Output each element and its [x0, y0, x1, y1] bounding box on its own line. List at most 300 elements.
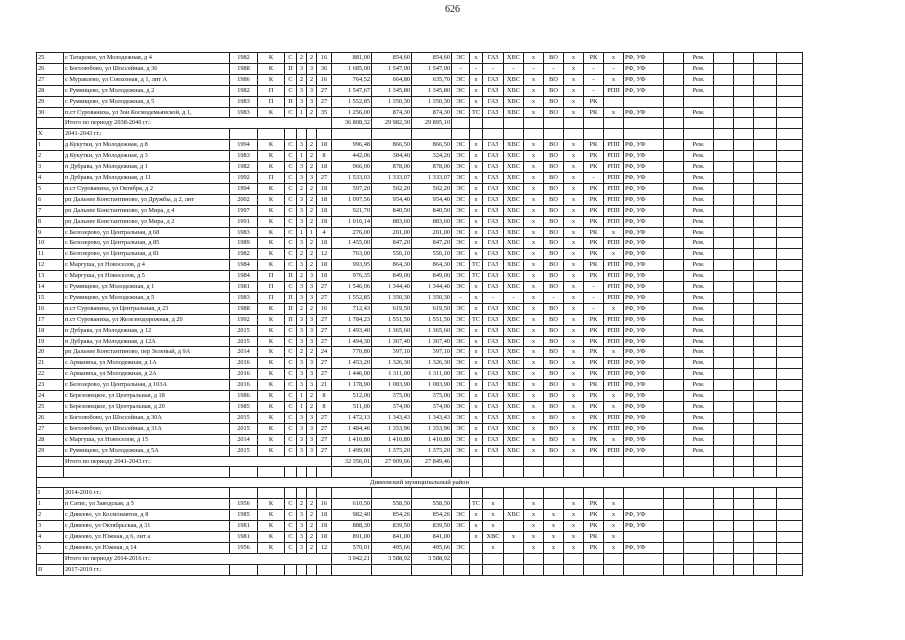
- table-cell: 854,60: [372, 53, 412, 64]
- table-cell: х: [470, 521, 483, 532]
- table-cell: 3: [307, 282, 317, 293]
- row-number-cell: 18: [37, 325, 64, 336]
- table-cell: 2: [307, 510, 317, 521]
- table-cell: 1 016,14: [332, 216, 372, 227]
- table-cell: х: [470, 216, 483, 227]
- table-cell: [734, 282, 754, 293]
- table-cell: Рем.: [684, 271, 714, 282]
- table-cell: [504, 564, 524, 575]
- table-row: [37, 260, 803, 271]
- table-cell: ВО: [544, 402, 564, 413]
- table-cell: [504, 467, 524, 477]
- table-cell: РФ, УФ: [624, 183, 664, 194]
- table-cell: ХВС: [504, 412, 524, 423]
- table-cell: [470, 488, 483, 499]
- table-cell: С: [285, 532, 297, 543]
- table-cell: ВО: [544, 325, 564, 336]
- table-cell: ВО: [544, 249, 564, 260]
- table-cell: -: [470, 63, 483, 74]
- table-cell: Рем.: [684, 238, 714, 249]
- table-cell: 1 494,30: [332, 336, 372, 347]
- table-cell: х: [470, 380, 483, 391]
- table-cell: [664, 369, 684, 380]
- table-cell: С: [285, 402, 297, 413]
- table-cell: 558,50: [412, 499, 452, 510]
- table-cell: х: [524, 227, 544, 238]
- table-cell: РПП: [604, 292, 624, 303]
- table-cell: [584, 553, 604, 564]
- table-cell: 3: [297, 292, 307, 303]
- table-cell: 1982: [230, 162, 258, 173]
- table-cell: [777, 336, 803, 347]
- address-cell: с Румянцево, ул Молодежная, д 5: [64, 96, 230, 107]
- table-cell: 374,00: [412, 402, 452, 413]
- table-cell: РПП: [604, 183, 624, 194]
- table-cell: [754, 445, 777, 456]
- table-cell: [684, 499, 714, 510]
- address-cell: п Дубрава, ул Молодежная, д 12А: [64, 336, 230, 347]
- blank-row: [37, 467, 803, 477]
- table-cell: [754, 412, 777, 423]
- table-cell: 1 343,43: [372, 412, 412, 423]
- table-cell: 495,66: [372, 542, 412, 553]
- table-cell: ВО: [544, 271, 564, 282]
- table-cell: х: [470, 172, 483, 183]
- table-cell: РФ, УФ: [624, 107, 664, 118]
- table-cell: ВО: [544, 74, 564, 85]
- table-cell: [664, 238, 684, 249]
- table-cell: х: [604, 521, 624, 532]
- table-cell: х: [604, 542, 624, 553]
- table-cell: [564, 553, 584, 564]
- table-cell: ВО: [544, 412, 564, 423]
- table-row: [37, 347, 803, 358]
- table-cell: К: [258, 358, 285, 369]
- table-cell: ГАЗ: [483, 151, 504, 162]
- table-cell: 866,50: [372, 140, 412, 151]
- table-cell: 1 333,07: [372, 172, 412, 183]
- table-cell: РФ, УФ: [624, 542, 664, 553]
- table-cell: -: [584, 74, 604, 85]
- table-cell: [664, 249, 684, 260]
- table-cell: ЭС: [452, 194, 470, 205]
- table-cell: 1988: [230, 63, 258, 74]
- table-cell: 1 453,20: [332, 358, 372, 369]
- table-cell: ГАЗ: [483, 434, 504, 445]
- table-cell: 2: [307, 542, 317, 553]
- table-cell: х: [564, 140, 584, 151]
- table-cell: [452, 467, 470, 477]
- table-cell: 1 493,40: [332, 325, 372, 336]
- table-cell: [297, 467, 307, 477]
- row-number-cell: 4: [37, 172, 64, 183]
- row-number-cell: 21: [37, 358, 64, 369]
- table-cell: [754, 162, 777, 173]
- table-cell: ГАЗ: [483, 412, 504, 423]
- table-cell: РПП: [604, 216, 624, 227]
- table-cell: 1 484,46: [332, 423, 372, 434]
- table-cell: [258, 564, 285, 575]
- table-cell: 770,80: [332, 347, 372, 358]
- table-cell: 3: [297, 172, 307, 183]
- table-cell: 3: [297, 162, 307, 173]
- table-cell: х: [564, 162, 584, 173]
- table-cell: [285, 488, 297, 499]
- table-cell: [714, 314, 734, 325]
- table-cell: РФ, УФ: [624, 402, 664, 413]
- table-cell: РПП: [604, 325, 624, 336]
- table-cell: РК: [584, 96, 604, 107]
- table-cell: [664, 347, 684, 358]
- period-total-row: [37, 118, 803, 129]
- table-cell: х: [564, 227, 584, 238]
- table-cell: [604, 564, 624, 575]
- table-cell: [714, 369, 734, 380]
- table-cell: [624, 467, 664, 477]
- table-cell: [714, 227, 734, 238]
- table-cell: 954,40: [372, 194, 412, 205]
- address-cell: с Дивеево, ул Космонавтов, д 8: [64, 510, 230, 521]
- table-cell: РФ, УФ: [624, 140, 664, 151]
- address-cell: с Муравлево, ул Совхозная, д 1, лит А: [64, 74, 230, 85]
- table-cell: 3: [297, 282, 307, 293]
- table-cell: 3: [307, 423, 317, 434]
- table-cell: ГАЗ: [483, 282, 504, 293]
- table-cell: 27: [317, 434, 332, 445]
- table-cell: 619,50: [372, 303, 412, 314]
- table-cell: х: [504, 532, 524, 543]
- table-cell: [734, 292, 754, 303]
- table-cell: [524, 564, 544, 575]
- table-cell: 16: [317, 53, 332, 64]
- table-cell: [714, 238, 734, 249]
- table-cell: РПП: [604, 151, 624, 162]
- table-cell: ХВС: [504, 260, 524, 271]
- table-row: [37, 172, 803, 183]
- table-cell: х: [524, 358, 544, 369]
- table-cell: 864,30: [372, 260, 412, 271]
- table-cell: [734, 216, 754, 227]
- table-cell: РФ, УФ: [624, 325, 664, 336]
- table-cell: С: [285, 74, 297, 85]
- row-number-cell: 22: [37, 369, 64, 380]
- table-cell: 2: [307, 162, 317, 173]
- table-cell: [307, 467, 317, 477]
- table-cell: 2: [307, 521, 317, 532]
- table-cell: [734, 402, 754, 413]
- table-cell: К: [258, 63, 285, 74]
- table-cell: 3: [297, 542, 307, 553]
- table-row: [37, 183, 803, 194]
- address-cell: с Боголюбово, ул Шоссейная, д 30А: [64, 412, 230, 423]
- table-cell: [584, 118, 604, 129]
- table-cell: [734, 162, 754, 173]
- table-cell: П: [285, 96, 297, 107]
- table-cell: [483, 467, 504, 477]
- table-cell: [664, 183, 684, 194]
- table-cell: 891,00: [332, 532, 372, 543]
- table-cell: [734, 151, 754, 162]
- table-cell: [714, 292, 734, 303]
- table-cell: 3: [297, 336, 307, 347]
- table-cell: 3: [307, 380, 317, 391]
- table-cell: 1985: [230, 402, 258, 413]
- table-cell: 18: [317, 521, 332, 532]
- row-number-cell: 6: [37, 194, 64, 205]
- table-cell: [777, 358, 803, 369]
- table-cell: [684, 467, 714, 477]
- table-cell: х: [604, 347, 624, 358]
- table-cell: х: [604, 107, 624, 118]
- table-cell: ХВС: [504, 380, 524, 391]
- table-cell: [664, 96, 684, 107]
- table-cell: 878,00: [372, 162, 412, 173]
- table-cell: 1 410,80: [372, 434, 412, 445]
- table-cell: 2: [307, 402, 317, 413]
- table-cell: С: [285, 325, 297, 336]
- table-cell: ВО: [544, 85, 564, 96]
- table-cell: ВО: [544, 107, 564, 118]
- table-cell: -: [544, 63, 564, 74]
- table-cell: РПП: [604, 260, 624, 271]
- table-cell: 1988: [230, 303, 258, 314]
- table-cell: х: [470, 445, 483, 456]
- table-cell: х: [524, 499, 544, 510]
- table-cell: х: [524, 303, 544, 314]
- table-cell: [452, 564, 470, 575]
- table-cell: 841,00: [372, 532, 412, 543]
- table-cell: РК: [584, 358, 604, 369]
- table-cell: 1 446,00: [332, 369, 372, 380]
- table-cell: 839,50: [412, 521, 452, 532]
- row-number-cell: 5: [37, 183, 64, 194]
- table-cell: -: [584, 85, 604, 96]
- table-cell: [664, 553, 684, 564]
- table-cell: 1 375,20: [412, 445, 452, 456]
- table-cell: С: [285, 521, 297, 532]
- address-cell: п Сатис, ул Заводская, д 5: [64, 499, 230, 510]
- table-cell: х: [470, 183, 483, 194]
- table-cell: х: [524, 380, 544, 391]
- table-cell: С: [285, 238, 297, 249]
- table-cell: [470, 542, 483, 553]
- table-cell: [754, 183, 777, 194]
- table-cell: х: [483, 542, 504, 553]
- table-cell: РК: [584, 271, 604, 282]
- table-cell: [754, 216, 777, 227]
- table-cell: [664, 227, 684, 238]
- row-number-cell: 12: [37, 260, 64, 271]
- table-cell: [317, 467, 332, 477]
- table-cell: РФ, УФ: [624, 260, 664, 271]
- table-cell: х: [470, 249, 483, 260]
- table-cell: 3: [297, 445, 307, 456]
- table-cell: РК: [584, 216, 604, 227]
- table-cell: [372, 129, 412, 140]
- table-cell: [754, 564, 777, 575]
- table-cell: РК: [584, 183, 604, 194]
- table-cell: [504, 456, 524, 467]
- table-cell: 1 410,80: [412, 434, 452, 445]
- table-cell: ЭС: [452, 303, 470, 314]
- table-cell: 1 547,67: [332, 85, 372, 96]
- table-cell: [777, 553, 803, 564]
- table-cell: Рем.: [684, 347, 714, 358]
- table-cell: [664, 53, 684, 64]
- table-cell: 874,30: [412, 107, 452, 118]
- row-number-cell: 3: [37, 162, 64, 173]
- table-cell: ЭС: [452, 205, 470, 216]
- table-cell: [714, 542, 734, 553]
- table-cell: ЭС: [452, 260, 470, 271]
- table-cell: [714, 358, 734, 369]
- table-cell: [504, 499, 524, 510]
- table-cell: [332, 129, 372, 140]
- table-cell: 27: [317, 336, 332, 347]
- table-cell: 3: [307, 292, 317, 303]
- table-cell: 3: [307, 325, 317, 336]
- table-cell: РФ, УФ: [624, 510, 664, 521]
- table-cell: [754, 391, 777, 402]
- table-cell: 3: [297, 369, 307, 380]
- table-cell: ХВС: [504, 445, 524, 456]
- table-cell: [684, 542, 714, 553]
- table-cell: 1 551,50: [412, 314, 452, 325]
- table-cell: Рем.: [684, 85, 714, 96]
- address-cell: д Кукутки, ул Молодежная, д 8: [64, 140, 230, 151]
- table-cell: [664, 499, 684, 510]
- table-cell: 16: [317, 499, 332, 510]
- table-cell: [734, 499, 754, 510]
- table-cell: х: [564, 380, 584, 391]
- table-cell: 3: [297, 216, 307, 227]
- table-cell: х: [470, 151, 483, 162]
- table-cell: ГАЗ: [483, 445, 504, 456]
- table-cell: ЭС: [452, 238, 470, 249]
- table-cell: [37, 553, 64, 564]
- table-cell: 1 345,80: [372, 85, 412, 96]
- table-cell: [734, 358, 754, 369]
- row-number-cell: 15: [37, 292, 64, 303]
- table-cell: [777, 85, 803, 96]
- period-total-value: 29 895,10: [412, 118, 452, 129]
- period-total-value: 3 942,21: [332, 553, 372, 564]
- table-cell: С: [285, 358, 297, 369]
- table-cell: х: [524, 423, 544, 434]
- table-cell: [754, 314, 777, 325]
- table-cell: 4: [317, 227, 332, 238]
- table-cell: 2: [307, 532, 317, 543]
- table-cell: [664, 292, 684, 303]
- table-cell: РК: [584, 423, 604, 434]
- table-cell: 3: [297, 325, 307, 336]
- table-cell: 27: [317, 412, 332, 423]
- row-number-cell: 13: [37, 271, 64, 282]
- table-cell: [317, 488, 332, 499]
- table-cell: 3: [297, 358, 307, 369]
- table-cell: [777, 205, 803, 216]
- table-cell: 619,50: [412, 303, 452, 314]
- table-cell: [777, 510, 803, 521]
- table-cell: [777, 107, 803, 118]
- table-cell: ХВС: [504, 53, 524, 64]
- table-row: [37, 542, 803, 553]
- table-cell: П: [258, 85, 285, 96]
- table-cell: ГАЗ: [483, 194, 504, 205]
- table-cell: С: [285, 434, 297, 445]
- table-cell: [504, 553, 524, 564]
- row-number-cell: 20: [37, 347, 64, 358]
- table-cell: [684, 488, 714, 499]
- address-cell: п.ст Сурованиха, ул Октября, д 2: [64, 183, 230, 194]
- address-cell: рп Дальнее Константиново, ул Дружбы, д 2, лит: [64, 194, 230, 205]
- table-cell: [754, 336, 777, 347]
- table-cell: [754, 521, 777, 532]
- table-cell: ГАЗ: [483, 423, 504, 434]
- address-cell: п Дубрава, ул Молодежная, д 11: [64, 172, 230, 183]
- table-cell: ТС: [470, 314, 483, 325]
- table-cell: ГАЗ: [483, 391, 504, 402]
- table-cell: РПП: [604, 238, 624, 249]
- table-cell: ГАЗ: [483, 358, 504, 369]
- table-cell: 18: [317, 271, 332, 282]
- table-cell: [754, 488, 777, 499]
- table-cell: Рем.: [684, 140, 714, 151]
- table-cell: [734, 521, 754, 532]
- table-cell: Рем.: [684, 412, 714, 423]
- table-cell: [664, 303, 684, 314]
- table-cell: 27: [317, 423, 332, 434]
- table-cell: С: [285, 172, 297, 183]
- table-cell: [714, 423, 734, 434]
- table-cell: ЭС: [452, 347, 470, 358]
- table-cell: [777, 238, 803, 249]
- table-cell: ХВС: [504, 183, 524, 194]
- table-cell: [777, 118, 803, 129]
- table-cell: 849,00: [372, 271, 412, 282]
- table-cell: -: [604, 63, 624, 74]
- address-cell: с Дивеево, ул Южная, д 14: [64, 542, 230, 553]
- table-cell: [297, 564, 307, 575]
- row-number-cell: 25: [37, 53, 64, 64]
- table-cell: -: [483, 63, 504, 74]
- table-cell: ЭС: [452, 412, 470, 423]
- table-cell: ВО: [544, 162, 564, 173]
- table-cell: [777, 325, 803, 336]
- table-cell: х: [470, 358, 483, 369]
- table-cell: [544, 553, 564, 564]
- table-row: [37, 107, 803, 118]
- table-cell: Рем.: [684, 74, 714, 85]
- table-cell: 3: [297, 205, 307, 216]
- table-cell: К: [258, 260, 285, 271]
- table-cell: [470, 553, 483, 564]
- row-number-cell: 24: [37, 391, 64, 402]
- table-cell: [777, 183, 803, 194]
- table-cell: 1: [297, 227, 307, 238]
- table-cell: 1986: [230, 74, 258, 85]
- table-cell: С: [285, 205, 297, 216]
- table-cell: [734, 564, 754, 575]
- table-cell: [734, 369, 754, 380]
- table-cell: ХВС: [504, 271, 524, 282]
- table-cell: ХВС: [504, 162, 524, 173]
- table-cell: [777, 314, 803, 325]
- table-cell: 3: [297, 434, 307, 445]
- table-cell: Рем.: [684, 216, 714, 227]
- table-cell: [734, 238, 754, 249]
- table-cell: ГАЗ: [483, 183, 504, 194]
